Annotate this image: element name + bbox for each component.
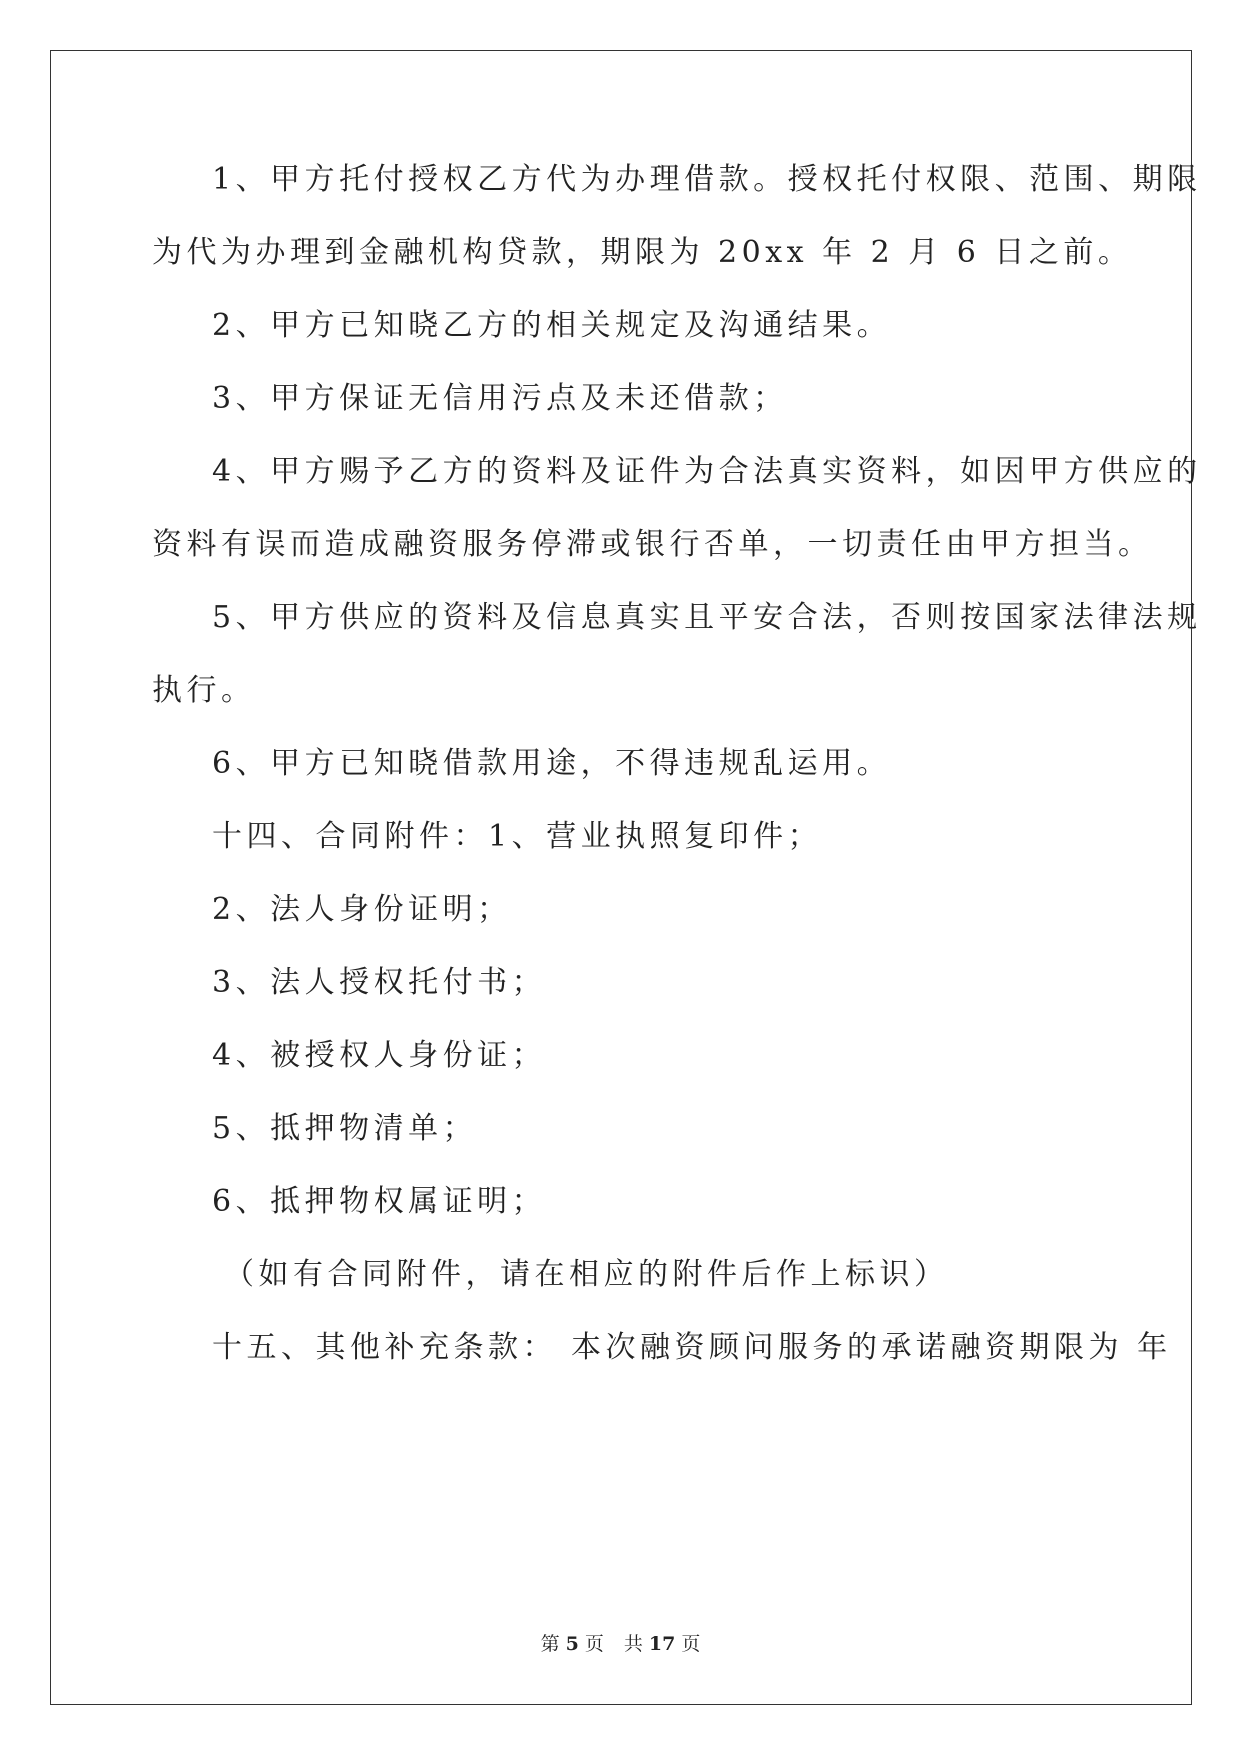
paragraph-line: 6、甲方已知晓借款用途，不得违规乱运用。 xyxy=(212,746,892,781)
list-item: 4、被授权人身份证； xyxy=(212,1038,547,1073)
page-footer xyxy=(0,1632,1241,1656)
paragraph-line: 执行。 xyxy=(152,673,256,708)
page-number-unit: 页 xyxy=(584,1633,604,1655)
page-border xyxy=(50,50,1192,1705)
page-number-prefix: 第 xyxy=(540,1633,560,1655)
paragraph-line: 1、甲方托付授权乙方代为办理借款。授权托付权限、范围、期限 xyxy=(212,162,1202,197)
list-item: 5、抵押物清单； xyxy=(212,1111,478,1146)
paragraph-line: 资料有误而造成融资服务停滞或银行否单，一切责任由甲方担当。 xyxy=(152,527,1153,562)
paragraph-line: 为代为办理到金融机构贷款，期限为 20xx 年 2 月 6 日之前。 xyxy=(152,235,1133,270)
page-total-prefix: 共 xyxy=(623,1633,643,1655)
section-heading-line: 十五、其他补充条款： 本次融资顾问服务的承诺融资期限为 年 xyxy=(212,1330,1172,1365)
list-item: 6、抵押物权属证明； xyxy=(212,1184,547,1219)
page-total-unit: 页 xyxy=(681,1633,701,1655)
page-number-current: 5 xyxy=(565,1633,579,1655)
paragraph-line: 5、甲方供应的资料及信息真实且平安合法，否则按国家法律法规 xyxy=(212,600,1202,635)
list-item: 3、法人授权托付书； xyxy=(212,965,547,1000)
paragraph-line: 2、甲方已知晓乙方的相关规定及沟通结果。 xyxy=(212,308,892,343)
paragraph-line: 3、甲方保证无信用污点及未还借款； xyxy=(212,381,788,416)
note-line: （如有合同附件，请在相应的附件后作上标识） xyxy=(224,1257,949,1292)
paragraph-line: 4、甲方赐予乙方的资料及证件为合法真实资料，如因甲方供应的 xyxy=(212,454,1202,489)
page-number-total: 17 xyxy=(648,1633,676,1655)
section-heading-line: 十四、合同附件：1、营业执照复印件； xyxy=(212,819,823,854)
list-item: 2、法人身份证明； xyxy=(212,892,512,927)
